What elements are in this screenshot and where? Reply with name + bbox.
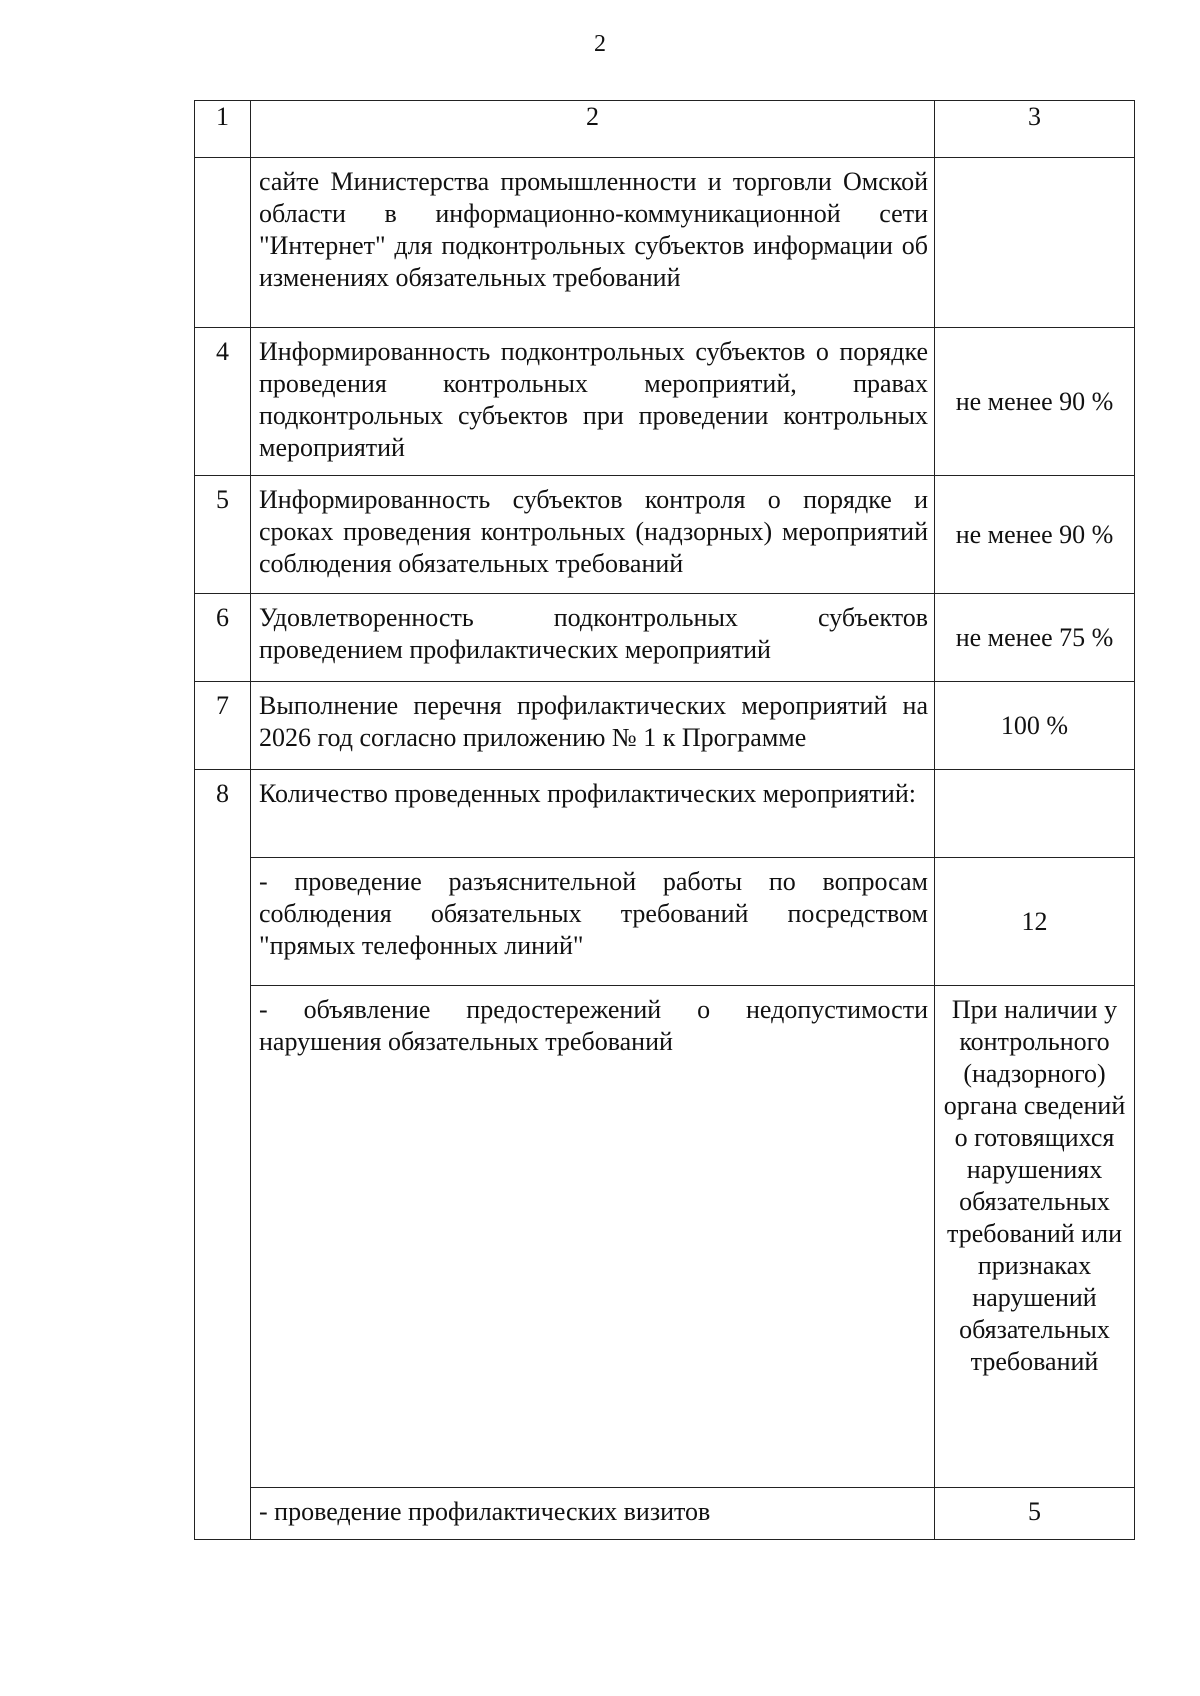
table-subrow [195,986,1135,1488]
row-value: не менее 90 % [935,476,1135,594]
subrow-value: При наличии у контрольного (надзорного) органа сведений о готовящихся нарушениях обязательных требований или признаках нарушений обязательных требований [935,986,1135,1488]
table-row [195,158,1135,328]
table-row [195,594,1135,682]
table-subrow [195,858,1135,986]
subrow-value: 5 [935,1488,1135,1540]
row-text: Количество проведенных профилактических мероприятий: [251,770,935,858]
column-header-1: 1 [195,101,251,158]
table-row [195,476,1135,594]
table-row [195,770,1135,858]
table-header-row [195,101,1135,158]
row-text: сайте Министерства промышленности и торговли Омской области в информационно-коммуникационной сети "Интернет" для подконтрольных субъектов информации об изменениях обязательных требований [251,158,935,328]
row-number: 6 [195,594,251,682]
row-number: 4 [195,328,251,476]
subrow-text: - объявление предостережений о недопустимости нарушения обязательных требований [251,986,935,1488]
subrow-text: - проведение профилактических визитов [251,1488,935,1540]
row-number: 7 [195,682,251,770]
row-number: 5 [195,476,251,594]
subrow-value: 12 [935,858,1135,986]
row-value [935,158,1135,328]
table-row [195,328,1135,476]
row-value: 100 % [935,682,1135,770]
page-number: 2 [594,31,606,57]
row-number [195,158,251,328]
row-text: Выполнение перечня профилактических мероприятий на 2026 год согласно приложению № 1 к Программе [251,682,935,770]
row-text: Удовлетворенность подконтрольных субъектов проведением профилактических мероприятий [251,594,935,682]
row-value [935,770,1135,858]
column-header-2: 2 [251,101,935,158]
table-row [195,682,1135,770]
row-text: Информированность подконтрольных субъектов о порядке проведения контрольных мероприятий, правах подконтрольных субъектов при проведении контрольных мероприятий [251,328,935,476]
row-value: не менее 75 % [935,594,1135,682]
column-header-3: 3 [935,101,1135,158]
row-value: не менее 90 % [935,328,1135,476]
indicators-table [194,100,1135,1540]
subrow-text: - проведение разъяснительной работы по вопросам соблюдения обязательных требований посредством "прямых телефонных линий" [251,858,935,986]
row-number: 8 [195,770,251,1540]
row-text: Информированность субъектов контроля о порядке и сроках проведения контрольных (надзорных) мероприятий соблюдения обязательных требований [251,476,935,594]
table-subrow [195,1488,1135,1540]
